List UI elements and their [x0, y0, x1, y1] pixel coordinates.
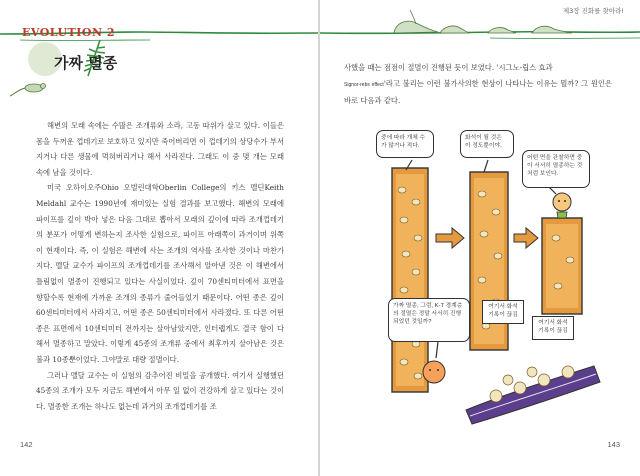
section-title: 가짜 멸종 [54, 54, 118, 72]
caption-fossil-record-end-1: 여기서 화석 기록이 끊김 [482, 300, 524, 324]
paragraph-continued [344, 60, 612, 109]
character-icon [553, 193, 571, 218]
left-page [0, 0, 318, 476]
caption-fossil-record-end-2: 여기서 화석 기록이 끊김 [532, 316, 574, 340]
speech-bubble-fossil-amount: 화석이 될 것은 이 정도뿐이야. [460, 130, 514, 158]
speech-bubble-fake-extinction: 가짜 멸종, 그럼, K-T 경계층의 절멸은 정말 서서히 진행되었던 것일까? [388, 298, 470, 342]
right-page [320, 0, 640, 476]
paragraph-intro: 사했을 때는 점점이 절멸이 진행된 듯이 보였다. '시그노-립스 효과 [344, 63, 553, 72]
paragraph-rest: '라고 불리는 이런 불가사의한 현상이 나타나는 이유는 뭘까? 그 원인은 바로 다음과 같다. [344, 78, 612, 106]
paragraph-note: Signor-rebs effect [344, 81, 384, 88]
speech-bubble-observation: 어떤 면을 관찰하면 중이 서서히 멸종하는 것처럼 보인다. [522, 150, 590, 188]
chapter-label: 제3장 진화를 찾아라! [562, 7, 624, 15]
sediment-column-3 [542, 218, 582, 314]
page-number-left: 142 [20, 440, 33, 449]
body-text-left [36, 118, 284, 414]
paragraph-1: 해변의 모래 속에는 수많은 조개류와 소라, 고동 따위가 살고 있다. 이들은 몸을 두꺼운 껍데기로 보호하고 있지만 죽어버리면 이 껍데기의 상당수가 부서지거나 다른 생물에 먹혀버리거나 해서 사라진다. 그래도 이 중 몇 개는 모래 속에 남을 것이다. [36, 121, 284, 177]
speech-bubble-species-count: 중에 따라 개체 수가 많거나 적다. [376, 130, 434, 158]
evolution-badge: EVOLUTION 2 [22, 26, 115, 39]
sediment-illustration [320, 130, 640, 430]
page-number-right: 143 [607, 440, 620, 449]
character-bottom-icon [423, 361, 445, 383]
paragraph-3: 그러나 멜달 교수는 이 실험의 감추어진 비밀을 공개했다. 여기서 실행했던 45종의 조개가 모두 지금도 해변에서 아무 일 없이 건강하게 살고 있다는 것이다. 멸종한 조개는 하나도 없는데 과거의 조개껍데기를 조 [36, 370, 284, 411]
lizard-icon [10, 84, 46, 97]
dinosaur-silhouettes-icon [394, 10, 572, 33]
sediment-column-1 [392, 168, 428, 392]
paragraph-2: 미국 오하이오주Ohio 오벌린대학Oberlin College의 키스 멜딘Keith Meldahl 교수는 1990년에 재미있는 실험 결과를 보고했다. 해변의 모래에 파이프를 깊이 박아 넣은 다음 그대로 뽑아서 모래의 깊이에 따라 조개껍데기의 분포가 어떻게 변하는지 조사한 실험으로, 파이프 아래쪽이 과거이며 위쪽이 현재이다. 즉, 이 실험은 해변에 사는 조개의 역사를 조사한 것이나 마찬가지다. 멜달 교수가 파이프의 조개껍데기를 조사해서 알아낸 것은 이 해변에서 틀림없이 멸종이 진행되고 있다는 사실이었다. 깊이 70센티미터에서 표면을 향할수록 현재에 가까운 조개의 종류가 줄어들었기 때문이다. 어떤 종은 깊이 60센티미터에서 사라지고, 어떤 종은 50센티미터에서 사라졌다. 또 다른 어떤 종은 표면에서 10센티미터 전까지는 살아남았지만, 인터랩게도 결국 함이 다해서 멸종하고 말았다. 이렇게 45종의 조개류 중에서 최후까지 살아남은 것은 불과 10종뿐이었다. 그야말로 대량 절멸이다. [36, 183, 284, 364]
body-text-right [344, 60, 612, 109]
